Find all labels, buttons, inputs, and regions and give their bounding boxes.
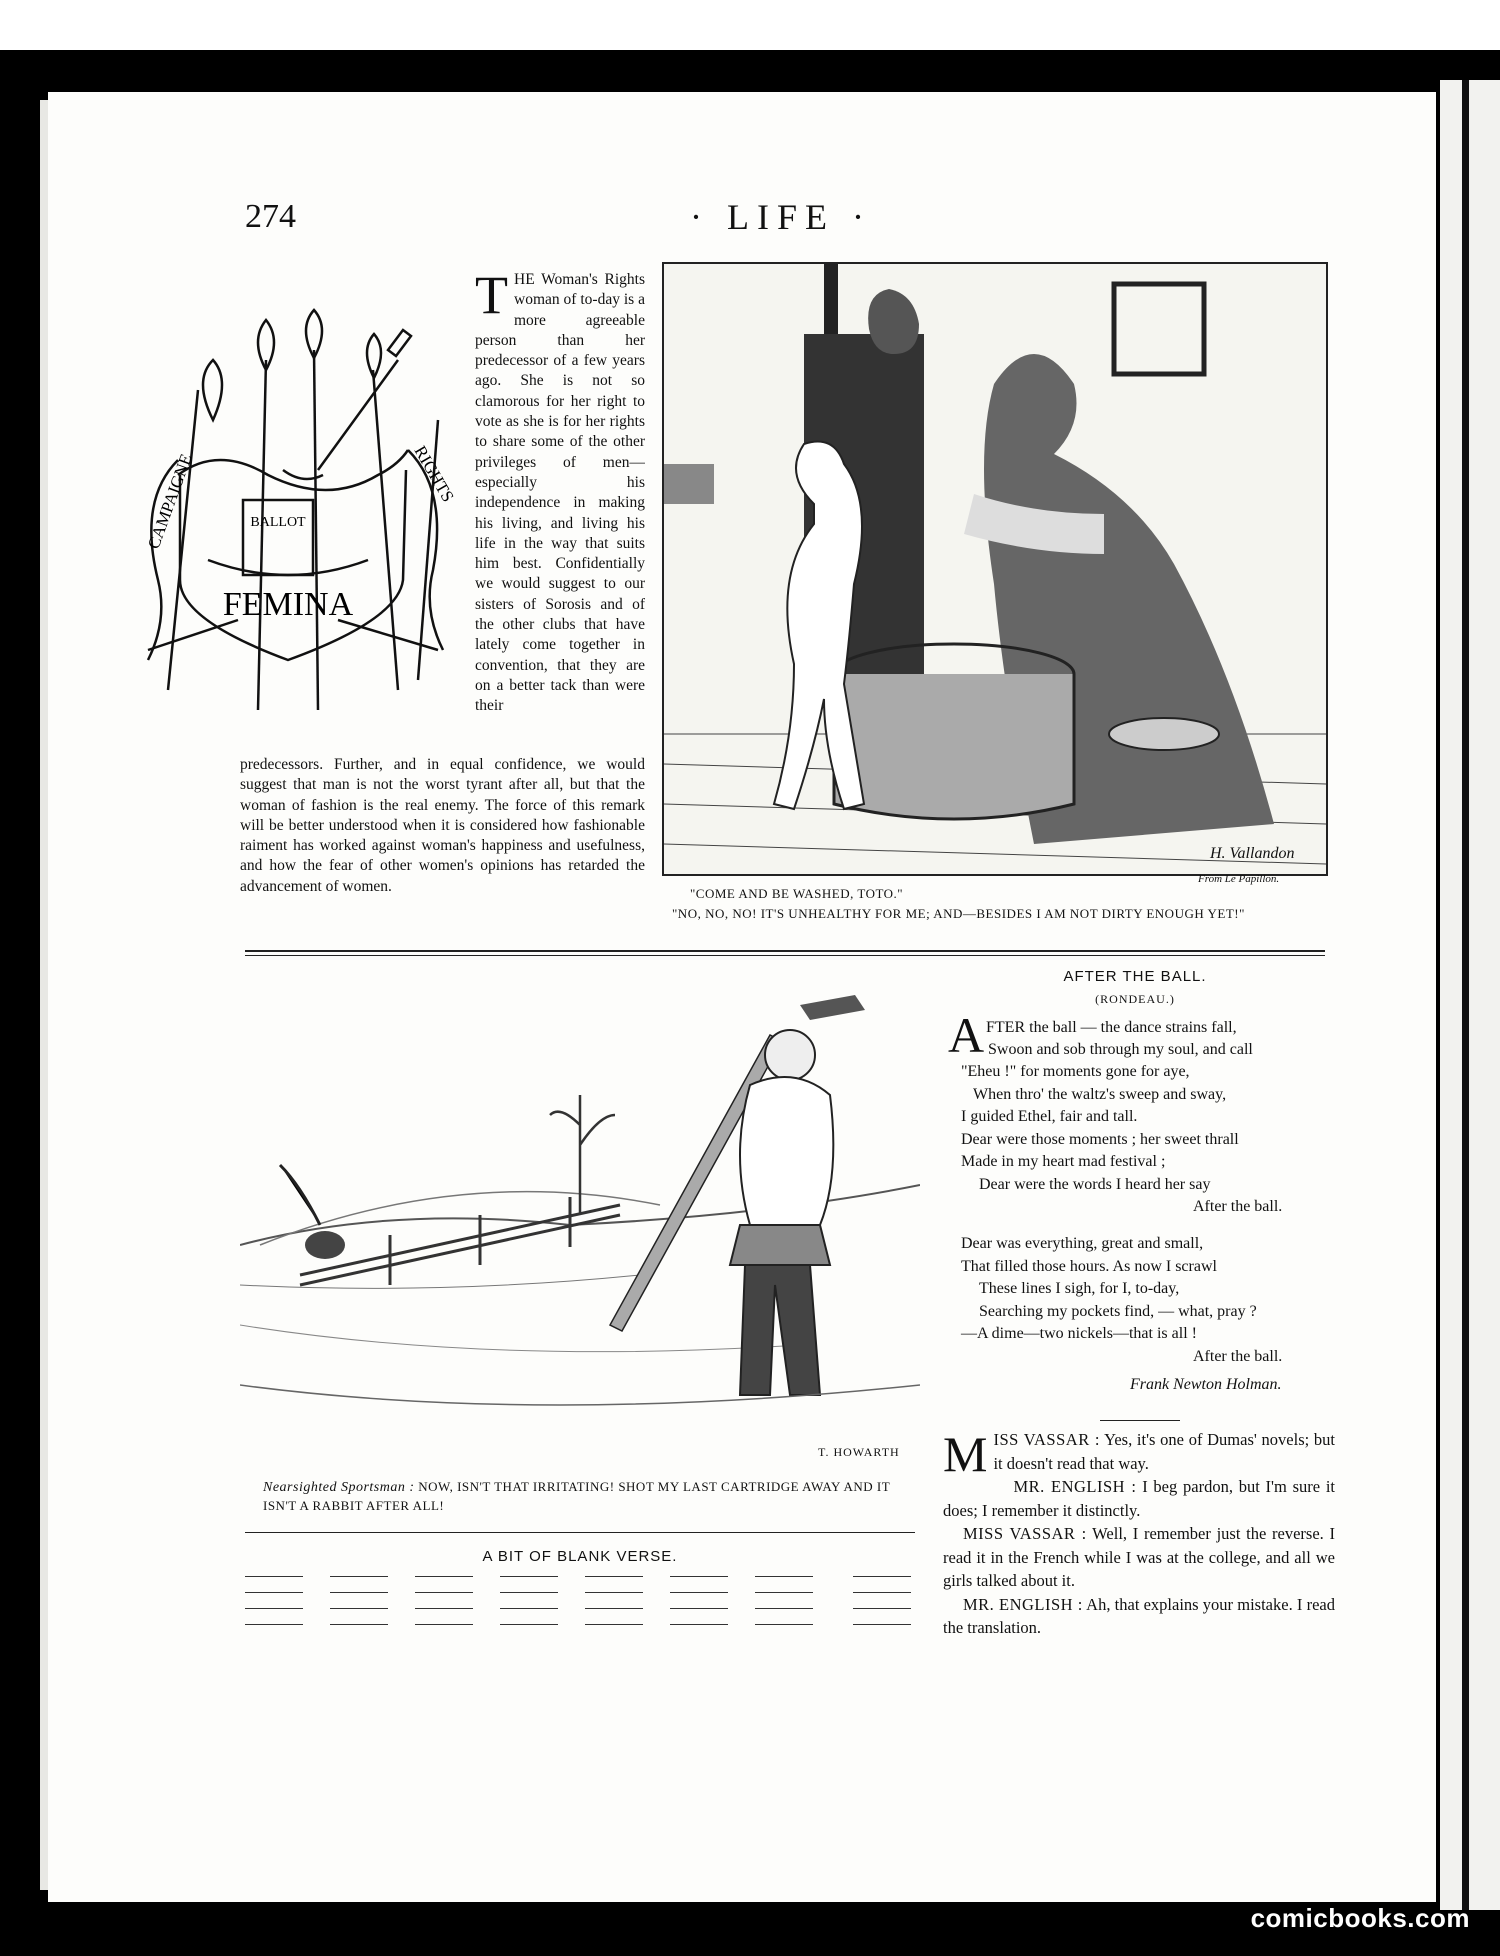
rights-ribbon-text: RIGHTS [410, 442, 458, 506]
article-narrow-column [475, 270, 645, 750]
dialogue-text: Well, I remember just the reverse. I read it in the French while I was at the college, and all we girls talked about it. [943, 1524, 1335, 1590]
poem-line: "Eheu !" for moments gone for aye, [961, 1063, 1190, 1080]
dialogue-speaker: ISS VASSAR : [993, 1430, 1100, 1449]
article-dropcap: T [475, 270, 508, 325]
poem-line: These lines I sigh, for I, to-day, [979, 1280, 1180, 1297]
poem-line: After the ball. [1193, 1348, 1283, 1365]
section-divider [245, 950, 1325, 956]
bath-illustration-credit: From Le Papillon. [1198, 873, 1280, 885]
bath-illustration-signature: H. Vallandon [1210, 845, 1295, 862]
blank-verse-title: A BIT OF BLANK VERSE. [482, 1548, 678, 1565]
masthead-title: · LIFE · [690, 197, 872, 237]
bath-illustration [662, 262, 1328, 876]
poem-end-rule [1100, 1420, 1180, 1421]
poem-title: AFTER THE BALL. [1063, 968, 1207, 985]
dialogue-speaker: MR. ENGLISH : [1013, 1477, 1137, 1496]
poem-line: —A dime—two nickels—that is all ! [961, 1325, 1197, 1342]
campaigne-ribbon-text: CAMPAIGNE [143, 451, 196, 552]
blank-verse-lines [245, 1570, 915, 1650]
bath-caption-line1: "COME AND BE WASHED, TOTO." [690, 886, 904, 901]
poem-line: Searching my pockets find, — what, pray ? [979, 1303, 1257, 1320]
femina-banner-text: FEMINA [222, 586, 354, 623]
femina-emblem-illustration [118, 290, 463, 730]
ballot-box-label: BALLOT [250, 515, 306, 530]
poem-dropcap: A [948, 1007, 985, 1063]
dialogue-block [943, 1428, 1335, 1640]
article-continuation: predecessors. Further, and in equal confidence, we would suggest that man is not the worst tyrant after all, but that the woman of fashion is the real enemy. The force of this remark will be better understood when it is considered how fashionable raiment has worked against woman's happiness and usefulness, and how the fear of other women's opinions has retarded the advancement of women. [240, 756, 645, 895]
dialogue-text: Ah, that explains your mistake. I read the translation. [943, 1594, 1335, 1637]
blank-verse-top-rule [245, 1532, 915, 1533]
poem-line: Dear were those moments ; her sweet thrall [961, 1131, 1239, 1148]
dialogue-paragraph [943, 1475, 1335, 1522]
poem-line: Dear were the words I heard her say [979, 1176, 1211, 1193]
sportsman-illustration-signature: T. HOWARTH [818, 1445, 900, 1459]
poem-line: That filled those hours. As now I scrawl [961, 1258, 1217, 1275]
dialogue-text: I beg pardon, but I'm sure it does; I remember it distinctly. [943, 1477, 1335, 1520]
dialogue-speaker: MR. ENGLISH : [963, 1594, 1083, 1614]
adjacent-page-strip [1440, 80, 1500, 1910]
page-number: 274 [245, 198, 296, 235]
article-body: HE Woman's Rights woman of to-day is a more agreeable person than her predecessor of a few years ago. She is not so clamorous for her right to vote as she is for her rights to share some of the other privileges of men—especially his independence in making his living, and living his life in the way that suits him best. Confidentially we would suggest to our sisters of Sorosis and of the other clubs that have lately come together in convention, that they are on a better tack than were their [475, 271, 645, 715]
poem-author: Frank Newton Holman. [1130, 1376, 1282, 1393]
dialogue-speaker: MISS VASSAR : [963, 1524, 1087, 1543]
poem-line: After the ball. [1193, 1198, 1283, 1215]
poem-subtitle: (RONDEAU.) [1095, 992, 1175, 1006]
dialogue-dropcap: M [943, 1426, 988, 1482]
poem-line: Swoon and sob through my soul, and call [988, 1041, 1253, 1058]
sportsman-caption-speaker: Nearsighted Sportsman : [263, 1480, 415, 1495]
dialogue-paragraph [943, 1522, 1335, 1593]
top-scan-border [0, 0, 1500, 50]
poem-line: Dear was everything, great and small, [961, 1235, 1204, 1252]
dialogue-paragraph [943, 1593, 1335, 1640]
sportsman-illustration [240, 985, 920, 1465]
site-watermark: comicbooks.com [1250, 1903, 1470, 1933]
poem-line: Made in my heart mad festival ; [961, 1153, 1166, 1170]
poem-line: I guided Ethel, fair and tall. [961, 1108, 1138, 1125]
sportsman-caption [263, 1478, 923, 1515]
bath-caption-line2: "NO, NO, NO! IT'S UNHEALTHY FOR ME; AND—BESIDES I AM NOT DIRTY ENOUGH YET!" [672, 906, 1245, 921]
dialogue-paragraph [943, 1426, 1335, 1482]
poem-line: FTER the ball — the dance strains fall, [986, 1019, 1237, 1036]
dialogue-text: Yes, it's one of Dumas' novels; but it doesn't read that way. [993, 1430, 1335, 1473]
poem-line: When thro' the waltz's sweep and sway, [973, 1086, 1227, 1103]
sportsman-caption-text: NOW, ISN'T THAT IRRITATING! SHOT MY LAST CARTRIDGE AWAY AND IT ISN'T A RABBIT AFTER ALL! [263, 1479, 890, 1513]
